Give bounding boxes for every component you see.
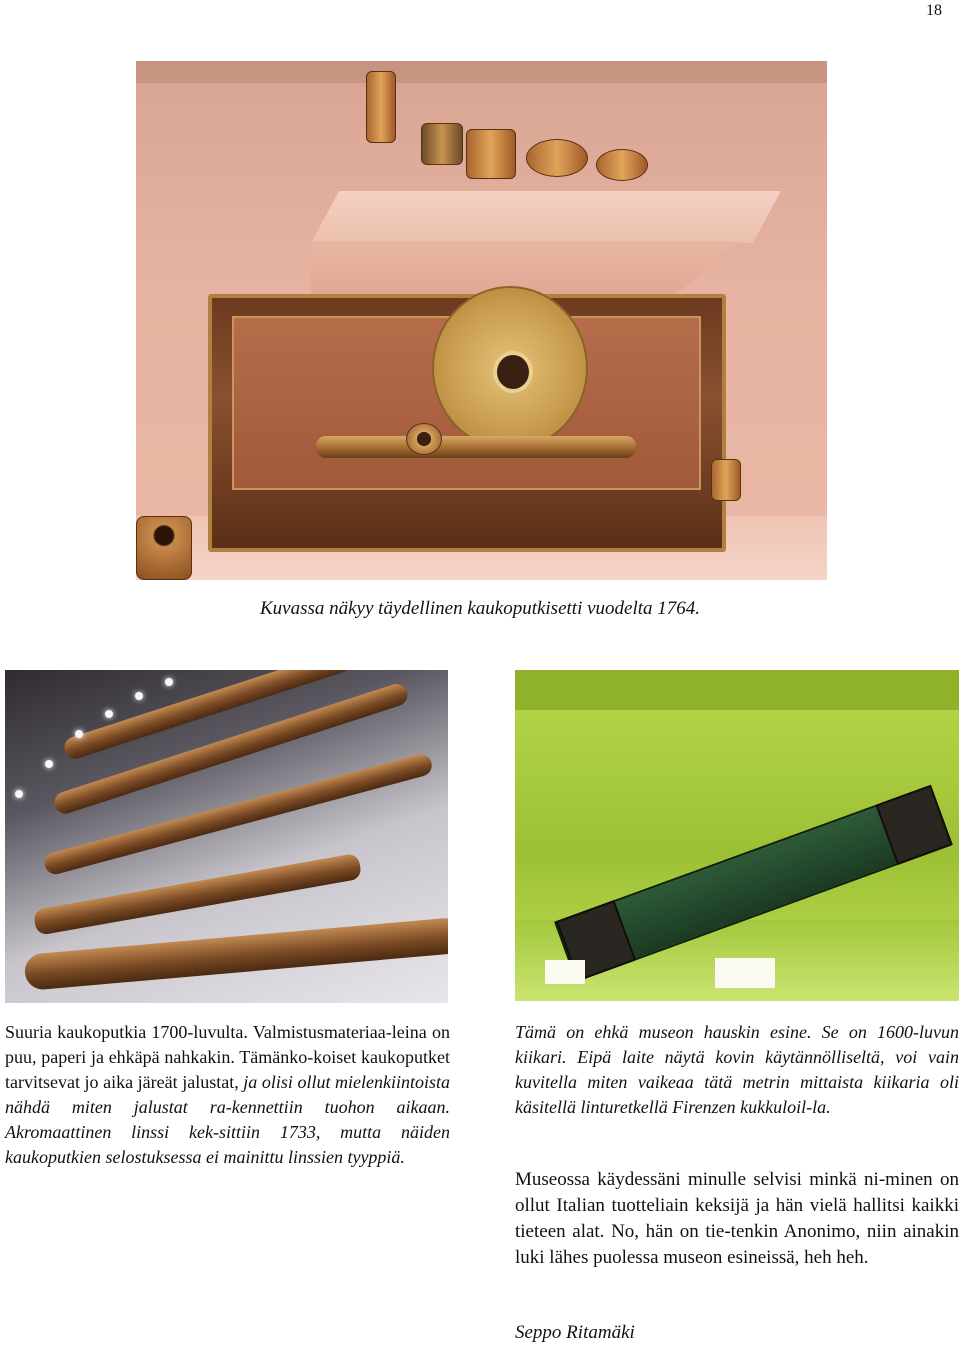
author-signature: Seppo Ritamäki (515, 1322, 635, 1343)
left-paragraph-upright: Suuria kaukoputkia 1700-luvulta. Valmistusmateriaa-leina on puu, paperi ja ehkäpä nahkakin. Tämänko-koiset kaukoputket tarvitsevat jo aika järeät jalustat, (5, 1022, 450, 1092)
right-paragraph-2: Museossa käydessäni minulle selvisi minkä ni-minen on ollut Italian tuotteliain keksijä ja hän vielä hallitsi kaikki tieteen alat. No, hän on tie-tenkin Anonimo, niin ainakin luki lähes puolessa museon esineissä, heh heh. (515, 1169, 959, 1268)
large-telescopes-photo (5, 670, 448, 1003)
left-paragraph (5, 1020, 450, 1170)
left-paragraph-italic: ja olisi ollut mielenkiintoista nähdä miten jalustat ra-kennettiin tuohon aikaan. Akromaattinen linssi kek-sittiin 1733, mutta näiden kaukoputkien selostuksessa ei mainittu linssien tyyppiä. (5, 1072, 450, 1167)
telescope-set-photo (136, 61, 827, 580)
right-paragraph-1: Tämä on ehkä museon hauskin esine. Se on 1600-luvun kiikari. Eipä laite näytä kovin käytännölliseltä, voi vain kuvitella miten vaikeaa tätä metrin mittaista kiikaria oli käsitellä linturetkellä Firenzen kukkuloil-la. (515, 1022, 959, 1117)
page-number: 18 (926, 2, 942, 19)
binocular-photo (515, 670, 959, 1001)
figure-caption: Kuvassa näkyy täydellinen kaukoputkisetti vuodelta 1764. (259, 598, 701, 619)
